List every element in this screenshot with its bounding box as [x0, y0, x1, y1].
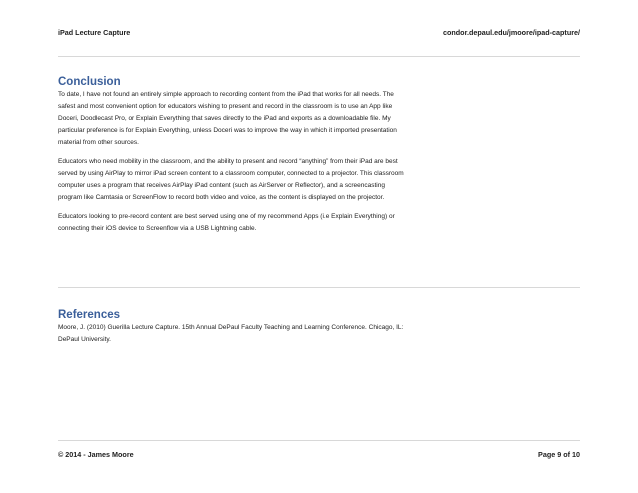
conclusion-paragraph-2: Educators who need mobility in the classroom, and the ability to present and record “anything” from their iPad are best served by using AirPlay to mirror iPad screen content to a classroom computer, connected to a projector. This classroom computer uses a program that receives AirPlay iPad content (such as AirServer or Reflector), and a screencasting program like Camtasia or ScreenFlow to record both video and voice, as the content is displayed on the projector.: [58, 158, 404, 202]
references-body: [58, 322, 408, 353]
reference-entry: Moore, J. (2010) Guerilla Lecture Capture. 15th Annual DePaul Faculty Teaching and Learning Conference. Chicago, IL: DePaul University.: [58, 324, 404, 344]
document-url: condor.depaul.edu/jmoore/ipad-capture/: [443, 28, 580, 37]
conclusion-paragraph-3: Educators looking to pre-record content are best served using one of my recommend Apps (i.e Explain Everything) or connecting their iOS device to Screenflow via a USB Lightning cable.: [58, 213, 395, 233]
copyright: © 2014 - James Moore: [58, 450, 134, 459]
references-heading: References: [58, 309, 121, 321]
document-title: iPad Lecture Capture: [58, 28, 131, 37]
conclusion-heading: Conclusion: [58, 76, 121, 88]
section-divider: [58, 287, 580, 288]
conclusion-paragraph-1: To date, I have not found an entirely simple approach to recording content from the iPad that works for all needs. The safest and most convenient option for educators wishing to present and record in the classroom is to use an App like Doceri, Doodlecast Pro, or Explain Everything that saves directly to the iPad and exports as a downloadable file. My particular preference is for Explain Everything, unless Doceri was to improve the way in which it imported presentation material from other sources.: [58, 91, 397, 147]
page-number: Page 9 of 10: [538, 450, 580, 459]
page-footer: [58, 450, 580, 462]
top-divider: [58, 56, 580, 57]
page-header: [58, 28, 580, 40]
bottom-divider: [58, 440, 580, 441]
conclusion-body: [58, 89, 408, 242]
